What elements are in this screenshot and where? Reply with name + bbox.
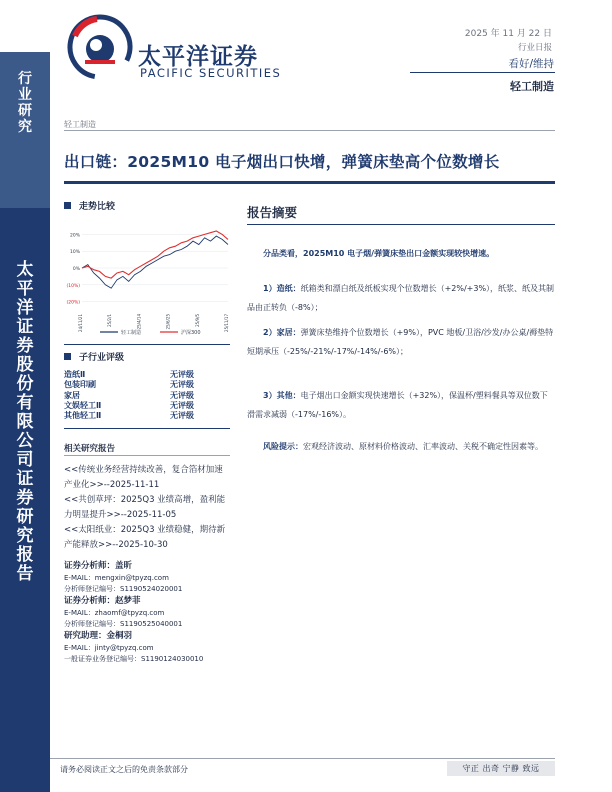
trend-heading: 走势比较: [64, 199, 115, 212]
industry-rating: 看好/维持: [508, 58, 554, 70]
sidebar-company-char: 平: [16, 279, 34, 299]
y-tick-label: 0%: [72, 267, 80, 272]
ratings-divider: [64, 428, 230, 429]
summary-overview: 分品类看，2025M10 电子烟/弹簧床垫出口金额实现较快增速。: [263, 249, 495, 258]
sidebar-company-char: 证: [16, 469, 34, 489]
summary-divider: [247, 224, 555, 225]
assistant-registration: 一般证券业务登记编号：S1190124030010: [64, 655, 204, 663]
summary-paper: 1）造纸：纸箱类和漂白纸及纸板实现个位数增长（+2%/+3%），纸浆、纸及其制品由正转负（-8%）；: [247, 284, 555, 312]
analyst-email[interactable]: E-MAIL：zhaomf@tpyzq.com: [64, 609, 165, 617]
rating-row: 其他轻工Ⅱ 无评级: [64, 411, 194, 421]
assistant-email[interactable]: E-MAIL：jinty@tpyzq.com: [64, 644, 154, 652]
company-logo-icon: [67, 14, 133, 80]
x-tick-label: 25/4/14: [136, 314, 142, 330]
risk-warning: 风险提示：宏观经济波动、原材料价格波动、汇率波动、关税不确定性因素等。: [263, 442, 543, 451]
sidebar-company-char: 券: [16, 336, 34, 356]
analyst-email[interactable]: E-MAIL：mengxin@tpyzq.com: [64, 574, 169, 582]
sidebar-category-char: 究: [18, 119, 32, 135]
x-tick-label: 24/11/21: [78, 314, 83, 332]
x-tick-label: 25/2/1: [107, 314, 113, 327]
rating-row: 造纸Ⅱ 无评级: [64, 370, 194, 379]
summary-other: 3）其他：电子烟出口金额实现快速增长（+32%），保温杯/塑料餐具等双位数下滑需求减弱（-17%/-16%）。: [247, 391, 548, 419]
analyst-name: 证券分析师：盖昕: [64, 561, 133, 571]
left-sidebar: [0, 0, 50, 792]
sidebar-company-char: 限: [16, 412, 34, 432]
footer-divider: [50, 758, 555, 759]
y-tick-label: 10%: [69, 250, 80, 256]
report-title: 出口链：2025M10 电子烟出口快增，弹簧床垫高个位数增长: [64, 153, 500, 171]
analyst-registration: 分析师登记编号：S1190525040001: [64, 620, 183, 628]
sidebar-company-char: 洋: [16, 298, 34, 318]
sidebar-company-char: 司: [16, 450, 34, 470]
sidebar-report-category: [0, 72, 50, 134]
report-type: 行业日报: [517, 43, 552, 53]
header-divider: [410, 72, 555, 73]
sub-industry-ratings: [64, 370, 230, 421]
summary-home: 2）家居：弹簧床垫维持个位数增长（+9%），PVC 地板/卫浴/沙发/办公桌/褥垫特短期承压（-25%/-21%/-17%/-14%/-6%）；: [247, 328, 554, 356]
report-date: 2025 年 11 月 22 日: [464, 29, 552, 39]
tag-divider: [64, 130, 555, 131]
disclaimer-note: 请务必阅读正文之后的免责条款部分: [60, 765, 188, 774]
x-tick-label: 25/11/17: [224, 314, 229, 332]
analyst-name: 证券分析师：赵梦菲: [64, 596, 141, 606]
title-divider: [64, 181, 555, 184]
rating-row: 文娱轻工Ⅱ 无评级: [64, 400, 194, 410]
legend-label: 沪深300: [181, 329, 201, 336]
x-tick-label: 25/9/5: [194, 314, 200, 327]
related-divider: [64, 455, 230, 456]
y-tick-label: (20%): [66, 300, 80, 306]
sidebar-category-char: 业: [18, 87, 32, 103]
analyst-registration: 分析师登记编号：S1190524020001: [64, 585, 183, 593]
sidebar-company-char: 报: [16, 545, 34, 565]
series-line: [82, 236, 228, 288]
y-tick-label: (10%): [66, 283, 80, 289]
chart-divider: [64, 344, 230, 345]
sidebar-category-char: 行: [18, 71, 32, 87]
sidebar-company-name: [0, 262, 50, 583]
rating-row: 家居 无评级: [64, 390, 194, 400]
square-bullet-icon: [64, 353, 71, 360]
square-bullet-icon: [64, 202, 71, 209]
sidebar-company-char: 证: [16, 317, 34, 337]
industry-tag: 轻工制造: [64, 120, 96, 129]
related-report-link[interactable]: <<太阳纸业：2025Q3 业绩稳健，期待新产能释放>>--2025-10-30: [64, 525, 226, 550]
analyst-info: [64, 560, 239, 665]
logo-chinese-name: 太平洋证券: [138, 44, 258, 70]
sidebar-company-char: 有: [16, 393, 34, 413]
rating-row: 包装印刷 无评级: [64, 380, 194, 390]
sidebar-company-char: 究: [16, 526, 34, 546]
sidebar-company-char: 告: [16, 564, 34, 584]
summary-heading: 报告摘要: [247, 205, 298, 220]
ratings-heading: 子行业评级: [64, 350, 124, 363]
header-sector: 轻工制造: [510, 80, 554, 93]
sidebar-company-char: 太: [16, 260, 34, 280]
x-tick-label: 25/6/25: [165, 314, 171, 330]
related-report-link[interactable]: <<共创草坪：2025Q3 业绩高增，盈利能力明显提升>>--2025-11-05: [64, 495, 226, 520]
sidebar-company-char: 份: [16, 374, 34, 394]
sidebar-company-char: 券: [16, 488, 34, 508]
related-report-link[interactable]: <<传统业务经营持续改善，复合箔材加速产业化>>--2025-11-11: [64, 465, 223, 490]
logo-english-name: PACIFIC SECURITIES: [140, 66, 282, 80]
related-reports-heading: 相关研究报告: [64, 444, 116, 454]
sidebar-company-char: 研: [16, 507, 34, 527]
related-reports-list: [64, 463, 230, 553]
sidebar-category-char: 研: [18, 103, 32, 119]
assistant-name: 研究助理：金桐羽: [64, 631, 133, 641]
series-line: [82, 231, 228, 278]
y-tick-label: 20%: [69, 233, 80, 239]
sidebar-company-char: 公: [16, 431, 34, 451]
company-motto: 守正 出奇 宁静 致远: [447, 761, 555, 776]
trend-chart-svg: [60, 218, 232, 346]
trend-chart: [60, 218, 232, 346]
legend-label: 轻工制造: [121, 329, 142, 336]
sidebar-company-char: 股: [16, 355, 34, 375]
